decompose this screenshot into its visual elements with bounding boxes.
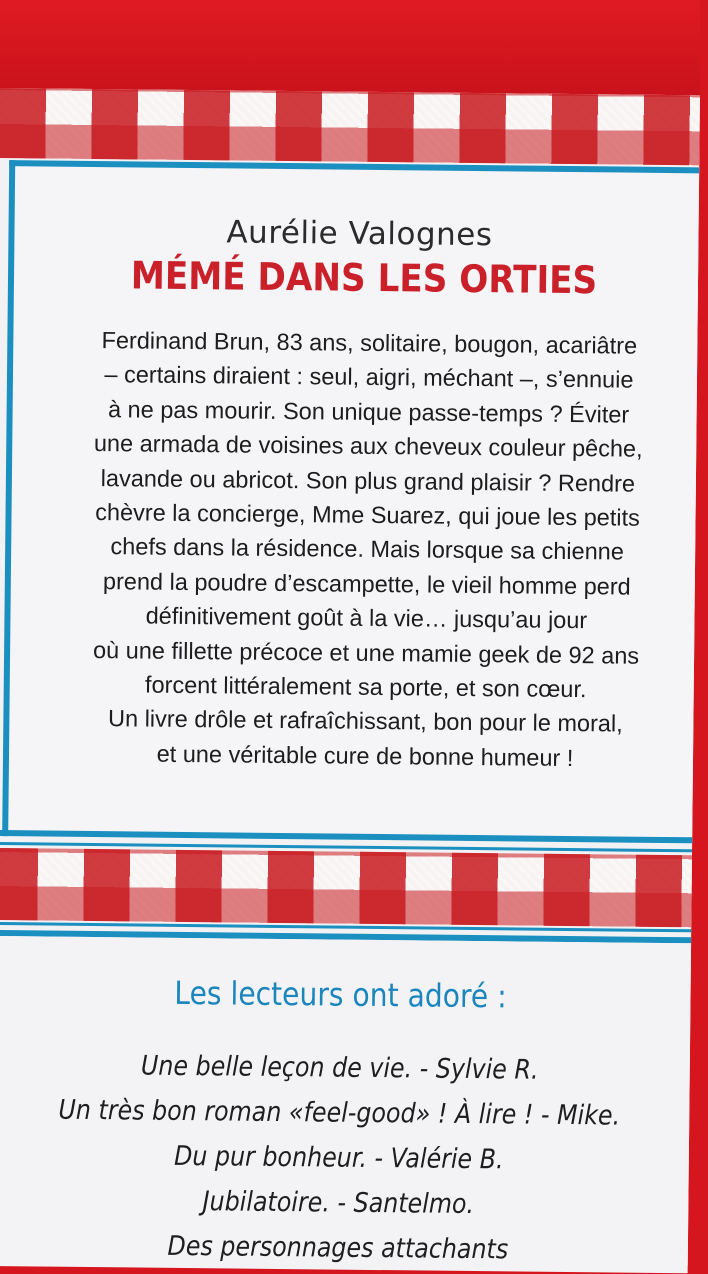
reviews-heading: Les lecteurs ont adoré : <box>174 973 507 1016</box>
blurb-line: lavande ou abricot. Son plus grand plaisir ? Rendre <box>100 464 636 497</box>
review-quote: Une belle leçon de vie. - Sylvie R. <box>140 1050 539 1086</box>
book-blurb <box>29 322 706 776</box>
blurb-line: chefs dans la résidence. Mais lorsque sa chienne <box>110 533 624 565</box>
reader-reviews-panel <box>0 936 691 1273</box>
blurb-line: Ferdinand Brun, 83 ans, solitaire, bougon, acariâtre <box>101 327 638 359</box>
author-name: Aurélie Valognes <box>226 214 493 254</box>
book-title: MÉMÉ DANS LES ORTIES <box>130 253 598 303</box>
blurb-line: à ne pas mourir. Son unique passe-temps ? Éviter <box>107 395 630 428</box>
blurb-line: prend la poudre d’escampette, le vieil homme perd <box>102 567 631 600</box>
review-list <box>0 1042 690 1274</box>
review-quote: Des personnages attachants <box>167 1230 509 1266</box>
gingham-pattern-middle <box>0 848 692 927</box>
review-quote: Un très bon roman «feel-good» ! À lire ! - Mike. <box>58 1094 621 1132</box>
blurb-line: – certains diraient : seul, aigri, méchant –, s’ennuie <box>104 361 634 394</box>
blurb-line: Un livre drôle et rafraîchissant, bon pour le moral, <box>107 705 623 738</box>
red-background <box>0 0 700 100</box>
blurb-line: une armada de voisines aux cheveux couleur pêche, <box>93 430 643 462</box>
book-back-cover <box>0 88 700 1265</box>
blurb-line: chèvre la concierge, Mme Suarez, qui joue les petits <box>95 499 641 531</box>
blurb-line: où une fillette précoce et une mamie geek de 92 ans <box>92 636 640 669</box>
blurb-line: et une véritable cure de bonne humeur ! <box>156 740 574 771</box>
review-quote: Jubilatoire. - Santelmo. <box>202 1186 475 1221</box>
review-quote: Du pur bonheur. - Valérie B. <box>173 1140 504 1176</box>
blurb-line: forcent littéralement sa porte, et son cœur. <box>144 671 587 703</box>
summary-panel <box>2 160 699 843</box>
blurb-line: définitivement goût à la vie… jusqu’au jour <box>145 602 588 634</box>
gingham-pattern-top <box>0 88 700 165</box>
